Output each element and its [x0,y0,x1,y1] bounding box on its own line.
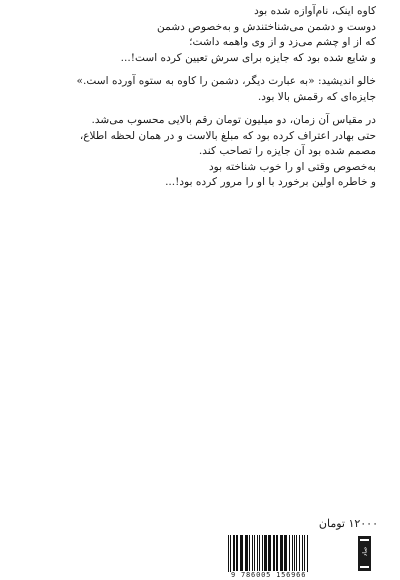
barcode-bar [264,535,267,572]
isbn-barcode [225,535,352,580]
blurb-line: حتی بهادر اعتراف کرده بود که مبلغ بالاست و در همان لحظه اطلاع، [79,129,376,142]
barcode-bar [245,535,248,572]
blurb-line: به‌خصوص وقتی او را خوب شناخته بود [208,160,376,173]
blurb-line: و خاطره اولین برخورد با او را مرور کرده بود!... [165,176,376,189]
blurb-line: کاوه اینک، نام‌آوازه شده بود [254,5,376,17]
barcode-bar [254,535,255,572]
barcode-bar [230,535,231,572]
barcode-bars-icon [225,535,352,572]
blurb-paragraph-3 [24,113,376,191]
barcode-bar [284,535,287,572]
isbn-number: 9 786005 156966 [231,571,307,579]
barcode-bar [268,535,271,572]
barcode-bar [276,535,278,572]
blurb-line: دوست و دشمن می‌شناختندش و به‌خصوص دشمن [157,20,376,33]
barcode-bar [240,535,243,572]
barcode-bar [294,535,295,572]
barcode-bar [296,535,297,572]
barcode-bar [299,535,300,572]
blurb-line: مصمم شده بود آن جایزه را تصاحب کند. [198,145,376,158]
blurb-line: و شایع شده بود که جایزه برای سرش تعیین کرده است!... [120,51,376,64]
logo-stripe [360,566,369,568]
barcode-bar [236,535,238,572]
publisher-logo-text: صاد [361,546,369,557]
barcode-bar [233,535,235,572]
barcode-bar [302,535,303,572]
publisher-logo-icon [358,536,371,571]
blurb-line: خالو اندیشید: «به عبارت دیگر، دشمن را کاوه به ستوه آورده است.» [76,75,376,87]
blurb-paragraph-2 [24,74,376,105]
barcode-bar [307,535,308,572]
barcode-bar [249,535,250,572]
barcode-bar [259,535,260,572]
barcode-bar [304,535,305,572]
barcode-bar [252,535,253,572]
barcode-bar [292,535,293,572]
blurb-line: در مقیاس آن زمان، دو میلیون تومان رقم بالایی محسوب می‌شد. [91,114,376,126]
barcode-bar [228,535,229,572]
barcode-bar [280,535,283,572]
barcode-bar [262,535,263,572]
barcode-bar [257,535,258,572]
price-label: ۱۲۰۰۰ تومان [318,517,378,530]
blurb-paragraph-1 [24,4,376,66]
barcode-bar [289,535,290,572]
barcode-bar [273,535,275,572]
blurb-line: جایزه‌ای که رقمش بالا بود. [257,90,376,103]
blurb-line: که از او چشم می‌زد و از وی واهمه داشت؛ [189,36,376,49]
